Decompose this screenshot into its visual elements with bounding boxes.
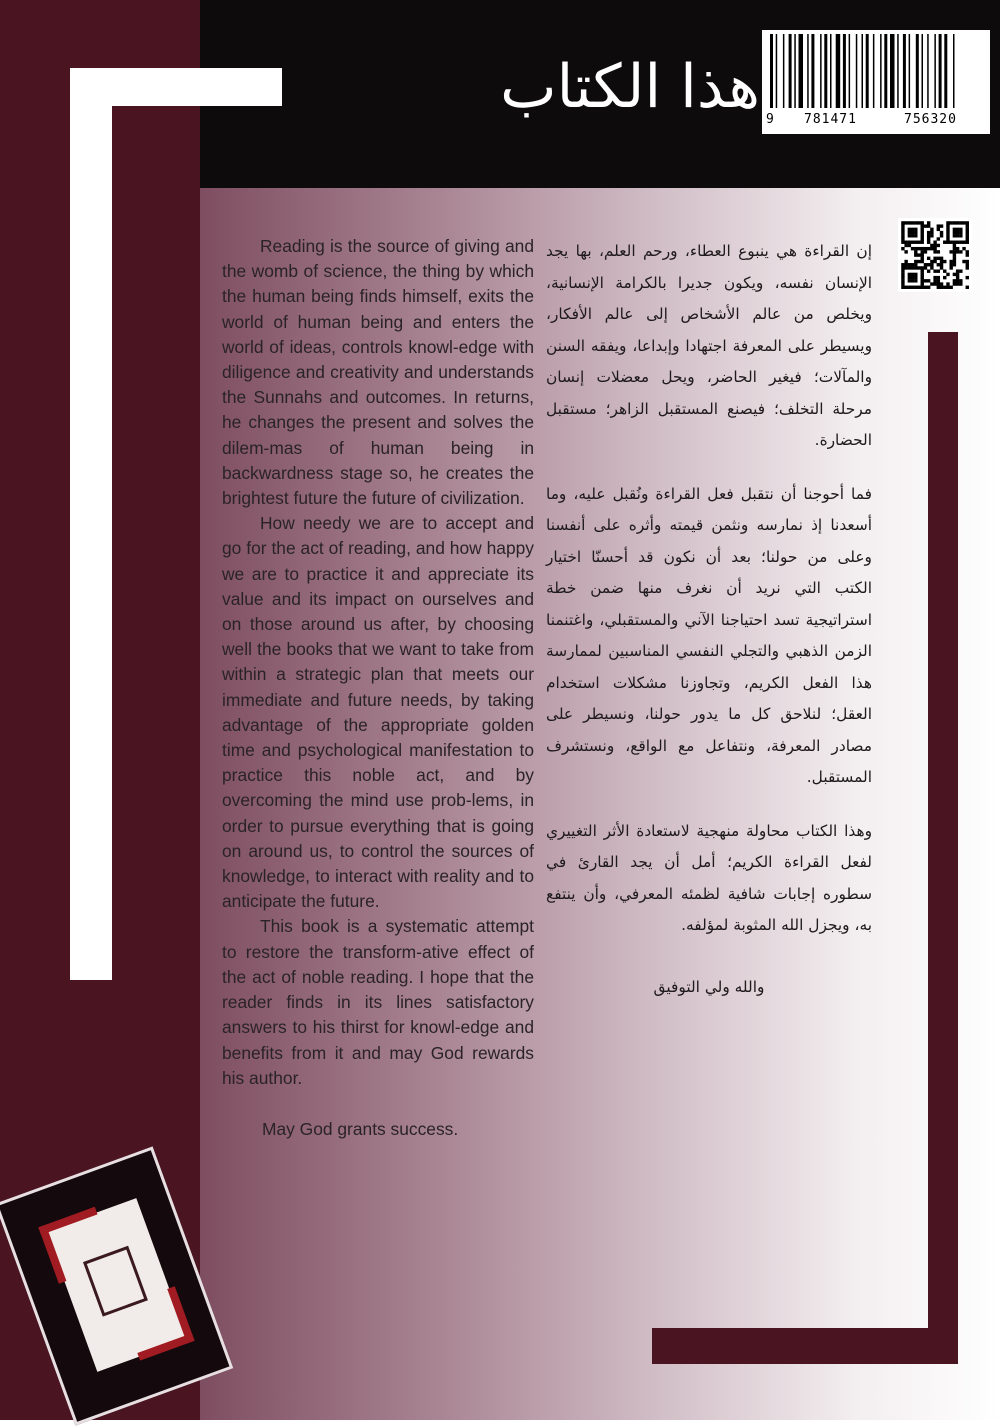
maroon-bracket-horizontal (652, 1328, 958, 1364)
arabic-paragraph-1: إن القراءة هي ينبوع العطاء، ورحم العلم، بها يجد الإنسان نفسه، ويكون جديرا بالكرامة الإنسانية، ويخلص من عالم الأشخاص إلى عالم الأفكار، ويسيطر على المعرفة اجتهادا وإبداعا، ويفقه السنن والمآلات؛ فيغير الحاضر، ويحل معضلات إنسان مرحلة التخلف؛ فيصنع المستقبل الزاهر؛ مستقبل الحضارة. (546, 242, 872, 449)
arabic-closing: والله ولي التوفيق (653, 977, 765, 996)
arabic-paragraph-2: فما أحوجنا أن نتقبل فعل القراءة ونُقبل عليه، وما أسعدنا إذ نمارسه ونثمن قيمته وأثره على أنفسنا وعلى من حولنا؛ بعد أن نكون قد أحسنّا اختيار الكتب التي نريد أن نغرف منها ضمن خطة استراتيجية تسد احتياجنا الآني والمستقبلي، واغتنمنا الزمن الذهبي والتجلي النفسي المناسبين لممارسة هذا الفعل الكريم، وتجاوزنا مشكلات استخدام العقل؛ لنلاحق كل ما يدور حولنا، ونسيطر على مصادر المعرفة، ونتفاعل مع الواقع، ونستشرف المستقبل. (546, 484, 872, 786)
arabic-paragraph-3: وهذا الكتاب محاولة منهجية لاستعادة الأثر التغييري لفعل القراءة الكريم؛ أمل أن يجد القارئ في سطوره إجابات شافية لظمئه المعرفي، وأن ينتفع به، ويجزل الله المثوبة لمؤلفه. (546, 821, 872, 934)
english-paragraph-3: This book is a systematic attempt to restore the transform-ative effect of the act of noble reading. I hope that the reader finds in its lines satisfactory answers to his thirst for knowl-edge and benefits from it and may God rewards his author. (222, 916, 534, 1088)
english-text-column (222, 234, 534, 1142)
english-paragraph-1: Reading is the source of giving and the womb of science, the thing by which the human being finds himself, exits the world of human being and enters the world of ideas, controls knowl-edge with diligence and creativity and understands the Sunnahs and outcomes. In returns, he changes the present and solves the dilem-mas of human being in backwardness stage so, he creates the brightest future the future of civilization. (222, 236, 534, 509)
maroon-bracket-vertical (928, 332, 958, 1364)
barcode-left-group: 781471 (804, 112, 857, 127)
english-paragraph-2: How needy we are to accept and go for the act of reading, and how happy we are to practice it and appreciate its value and its impact on ourselves and on those around us after, by choosing well the books that we want to take from within a strategic plan that meets our immediate and future needs, by taking advantage of the appropriate golden time and psychological manifestation to practice this noble act, and by overcoming the mind use prob-lems, in order to pursue everything that is going on around us, to control the sources of knowledge, to interact with reality and to anticipate the future. (222, 513, 534, 912)
barcode-digits (762, 110, 990, 132)
white-bracket-vertical (70, 68, 112, 980)
barcode-right-group: 756320 (904, 112, 957, 127)
white-bracket-horizontal (70, 68, 282, 106)
barcode-prefix-digit: 9 (766, 112, 774, 127)
page-title: هذا الكتاب (500, 52, 760, 122)
english-closing: May God grants success. (262, 1118, 459, 1139)
barcode-bars-icon (768, 34, 984, 110)
isbn-barcode (762, 30, 990, 134)
arabic-text-column (546, 236, 872, 1025)
qr-code-icon (898, 218, 972, 292)
